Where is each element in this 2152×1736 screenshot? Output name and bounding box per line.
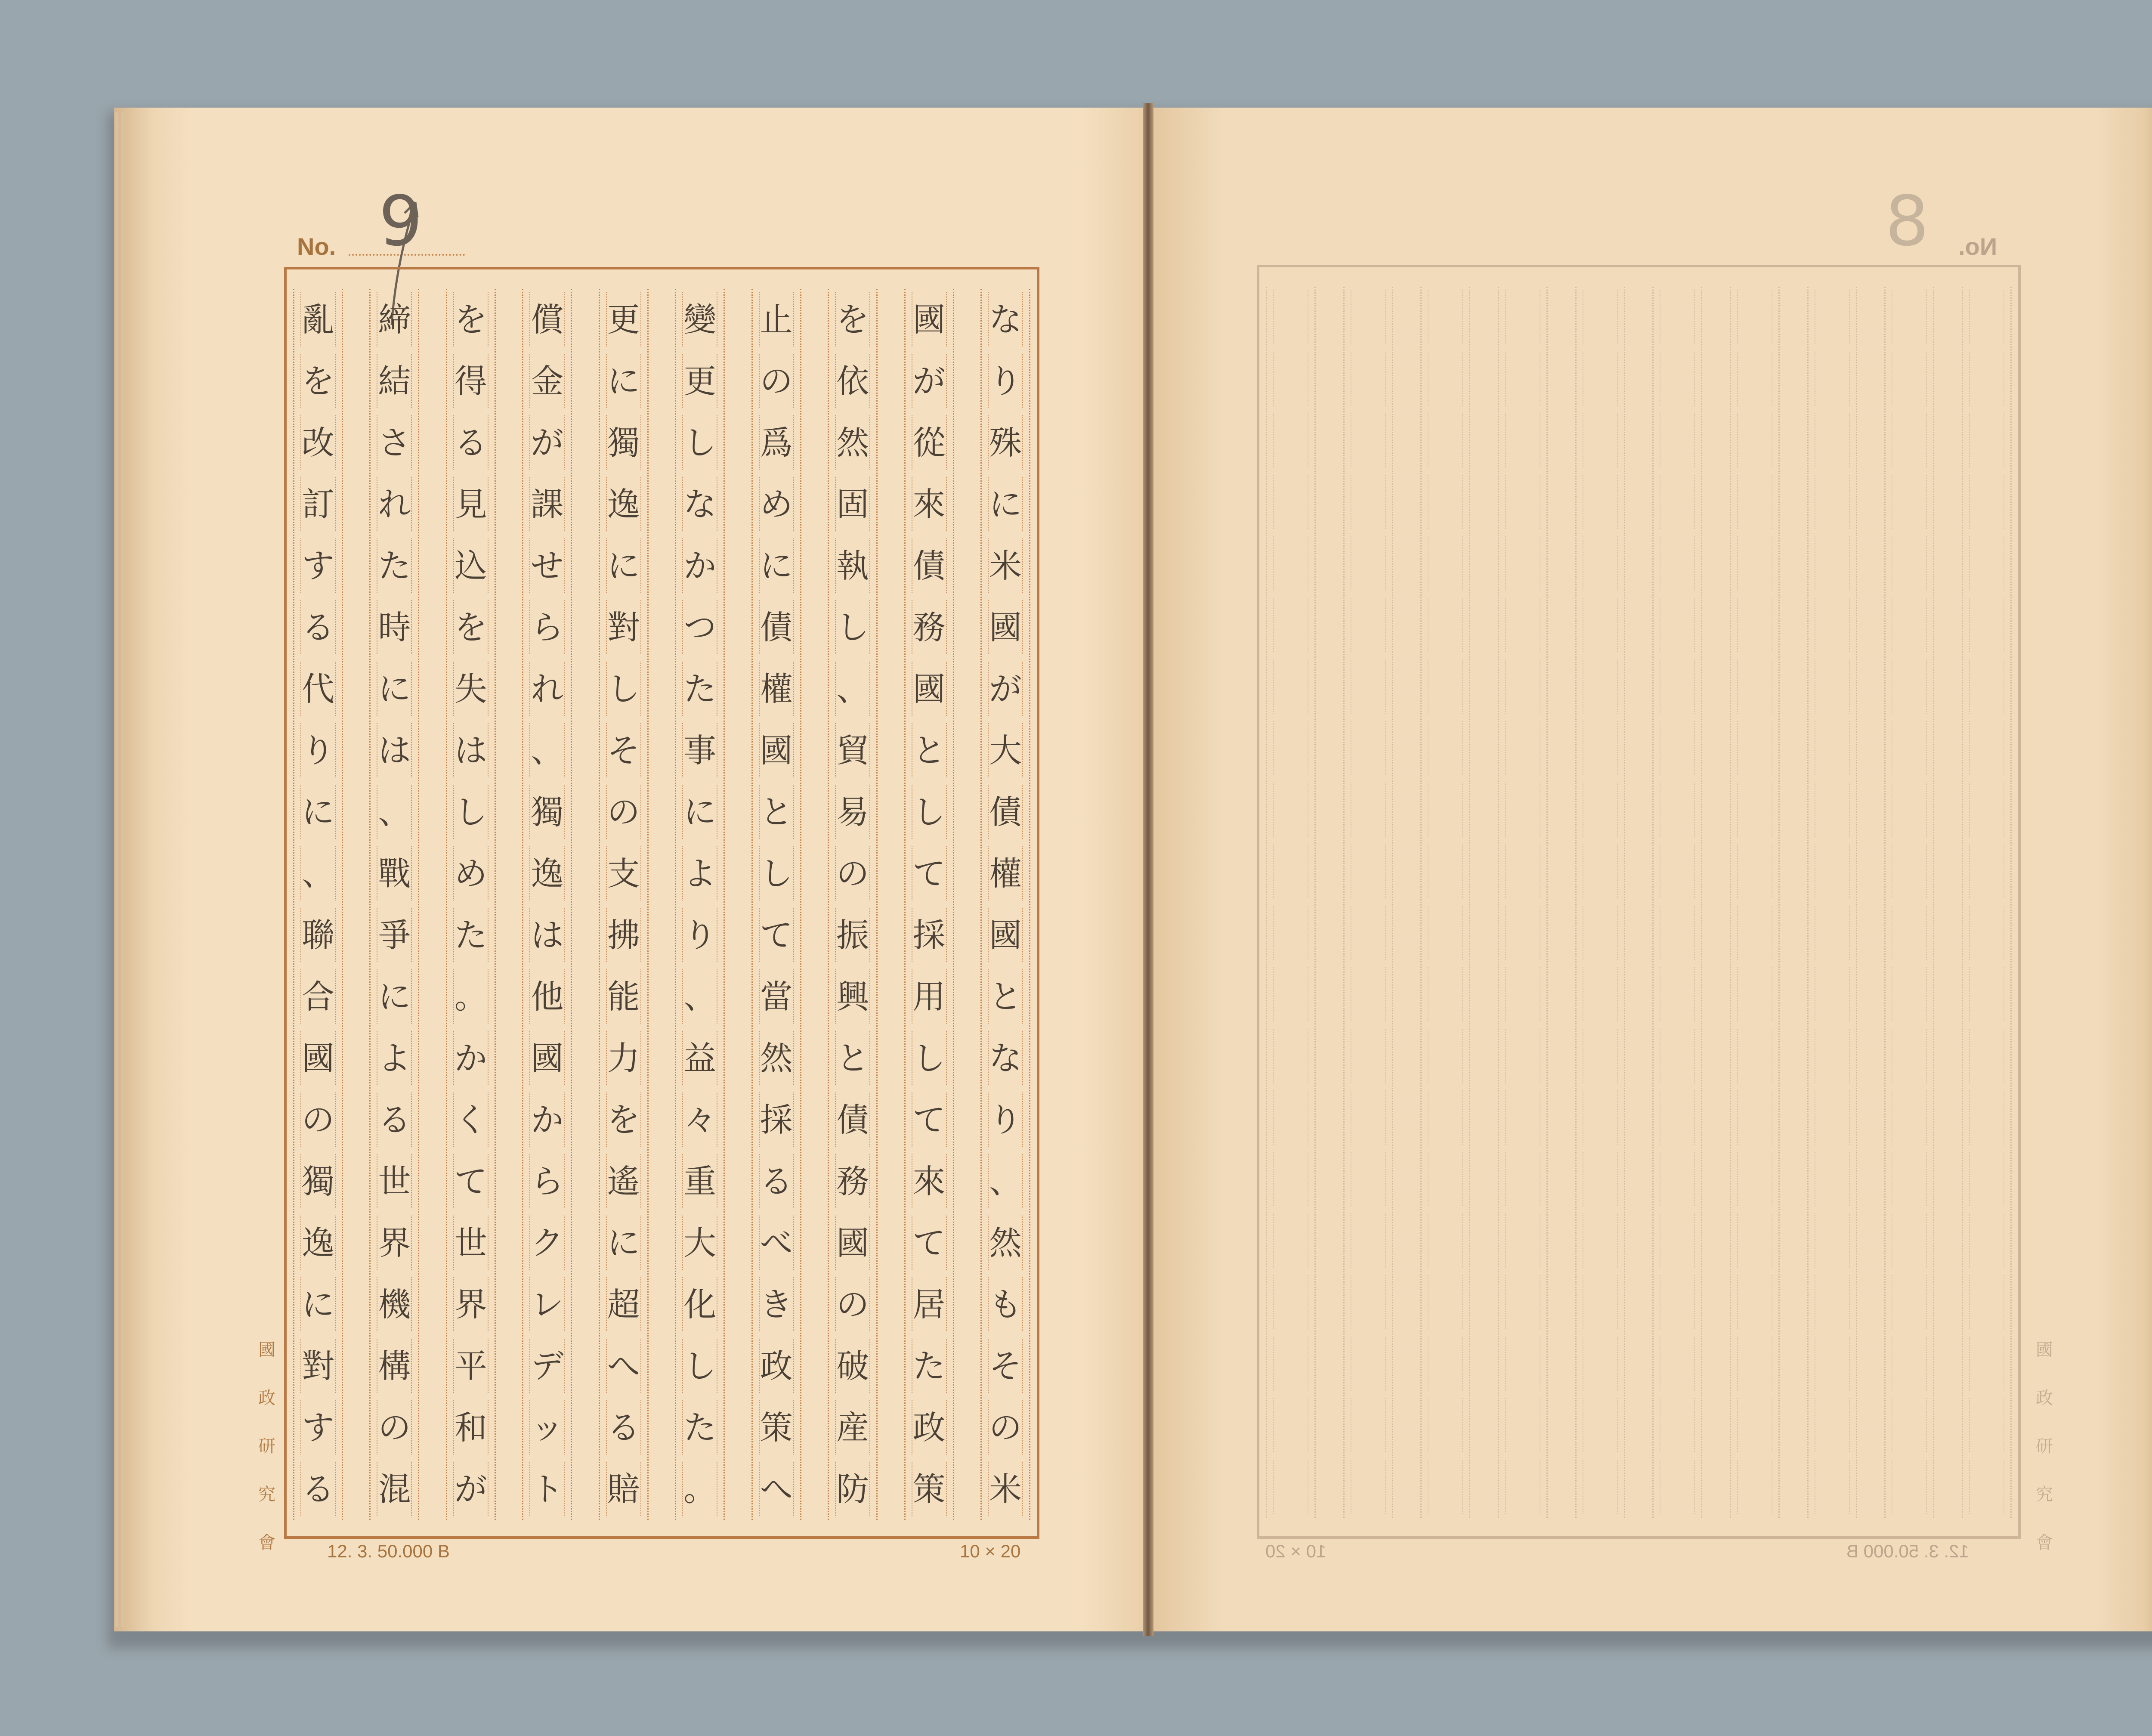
manuscript-char: と (836, 1039, 869, 1077)
manuscript-char: し (607, 670, 640, 708)
manuscript-char: る (302, 1470, 334, 1508)
manuscript-char: 他 (531, 978, 564, 1016)
manuscript-char: に (302, 1285, 334, 1324)
manuscript-char: と (912, 731, 946, 770)
manuscript-char: 興 (836, 978, 869, 1016)
manuscript-char: 破 (836, 1347, 869, 1385)
manuscript-char: よ (378, 1039, 411, 1077)
manuscript-char: 國 (989, 608, 1022, 647)
manuscript-char: を (302, 362, 334, 400)
manuscript-char: 然 (760, 1039, 793, 1077)
manuscript-char: り (683, 916, 717, 954)
manuscript-char: レ (531, 1285, 564, 1324)
manuscript-char: 得 (454, 362, 487, 400)
manuscript-char: に (760, 547, 793, 585)
manuscript-line (1420, 287, 1470, 1518)
manuscript-char: の (607, 793, 640, 831)
manuscript-char: 務 (912, 608, 946, 647)
manuscript-char: き (760, 1285, 793, 1324)
manuscript-char: せ (531, 547, 564, 585)
manuscript-char: 償 (531, 300, 564, 339)
handwritten-page-number-ghost: 8 (1885, 181, 1929, 261)
manuscript-char: 界 (378, 1224, 411, 1262)
manuscript-char: 、 (531, 731, 564, 770)
manuscript-char: る (607, 1408, 640, 1447)
publisher-char: 會 (2036, 1533, 2053, 1553)
page-edge (121, 112, 124, 1627)
manuscript-char: 居 (912, 1285, 946, 1324)
manuscript-char: る (378, 1101, 411, 1139)
manuscript-char: 世 (378, 1162, 411, 1201)
manuscript-char: 國 (302, 1039, 334, 1077)
manuscript-char: 締 (378, 300, 411, 339)
manuscript-char: 用 (912, 978, 946, 1016)
manuscript-char: に (683, 793, 717, 831)
manuscript-char: 易 (836, 793, 869, 831)
manuscript-char: 務 (836, 1162, 869, 1201)
page-number-label-ghost: No. (1958, 233, 1997, 260)
manuscript-char: 策 (912, 1470, 946, 1508)
manuscript-char: 。 (683, 1470, 717, 1508)
publisher-char: 政 (258, 1388, 275, 1408)
manuscript-char: ッ (531, 1408, 564, 1447)
manuscript-char: し (760, 854, 793, 893)
manuscript-char: て (760, 916, 793, 954)
manuscript-char: 、 (989, 1162, 1022, 1201)
manuscript-char: か (531, 1101, 564, 1139)
manuscript-char: た (378, 547, 411, 585)
manuscript-char: 依 (836, 362, 869, 400)
publisher-char: 會 (258, 1533, 275, 1553)
manuscript-char: 々 (683, 1101, 717, 1139)
manuscript-char: 金 (531, 362, 564, 400)
manuscript-char: 對 (302, 1347, 334, 1385)
manuscript-char: 戰 (378, 854, 411, 893)
manuscript-char: 平 (454, 1347, 487, 1385)
manuscript-char: 逸 (531, 854, 564, 893)
manuscript-char: 構 (378, 1347, 411, 1385)
book-spine (1143, 103, 1153, 1636)
manuscript-line (980, 289, 1030, 1520)
manuscript-char: が (531, 424, 564, 462)
publisher-mark-ghost (2031, 1326, 2057, 1567)
manuscript-char: な (989, 300, 1022, 339)
manuscript-char: そ (989, 1347, 1022, 1385)
manuscript-char: 訂 (302, 485, 334, 523)
manuscript-char: し (912, 1039, 946, 1077)
manuscript-char: よ (683, 854, 717, 893)
manuscript-char: 採 (912, 916, 946, 954)
manuscript-char: の (378, 1408, 411, 1447)
manuscript-char: り (302, 731, 334, 770)
manuscript-char: 込 (454, 547, 487, 585)
manuscript-char: 債 (760, 608, 793, 647)
manuscript-char: し (683, 1347, 717, 1385)
manuscript-char: れ (531, 670, 564, 708)
manuscript-grid (284, 267, 1039, 1539)
manuscript-char: へ (607, 1347, 640, 1385)
manuscript-line (751, 289, 801, 1520)
manuscript-line (1575, 287, 1625, 1518)
manuscript-char: に (378, 978, 411, 1016)
manuscript-char: 超 (607, 1285, 640, 1324)
manuscript-char: 力 (607, 1039, 640, 1077)
manuscript-char: 課 (531, 485, 564, 523)
manuscript-char: べ (760, 1224, 793, 1262)
manuscript-char: 國 (760, 731, 793, 770)
manuscript-char: 事 (683, 731, 717, 770)
manuscript-char: 大 (683, 1224, 717, 1262)
publisher-char: 究 (258, 1485, 275, 1504)
publisher-char: 國 (2036, 1340, 2053, 1360)
manuscript-char: に (607, 547, 640, 585)
manuscript-char: た (683, 670, 717, 708)
manuscript-char: す (302, 547, 334, 585)
manuscript-char: か (454, 1039, 487, 1077)
manuscript-char: 債 (836, 1101, 869, 1139)
manuscript-char: し (454, 793, 487, 831)
manuscript-line (1730, 287, 1780, 1518)
manuscript-char: 機 (378, 1285, 411, 1324)
manuscript-char: 、 (836, 670, 869, 708)
manuscript-char: 權 (760, 670, 793, 708)
publisher-mark (254, 1326, 280, 1567)
manuscript-char: 爭 (378, 916, 411, 954)
manuscript-char: に (607, 362, 640, 400)
manuscript-char: 拂 (607, 916, 640, 954)
manuscript-char: に (302, 793, 334, 831)
manuscript-line (1962, 287, 2012, 1518)
manuscript-char: て (454, 1162, 487, 1201)
manuscript-char: 結 (378, 362, 411, 400)
manuscript-char: し (912, 793, 946, 831)
publisher-char: 研 (258, 1436, 275, 1456)
manuscript-char: そ (607, 731, 640, 770)
manuscript-char: さ (378, 424, 411, 462)
manuscript-char: が (989, 670, 1022, 708)
manuscript-char: 執 (836, 547, 869, 585)
manuscript-char: の (836, 854, 869, 893)
publisher-char: 研 (2036, 1436, 2053, 1456)
manuscript-line (369, 289, 419, 1520)
manuscript-char: の (302, 1101, 334, 1139)
manuscript-char: 更 (683, 362, 717, 400)
manuscript-char: 逸 (607, 485, 640, 523)
manuscript-char: 世 (454, 1224, 487, 1262)
manuscript-char: し (683, 424, 717, 462)
manuscript-char: 、 (683, 978, 717, 1016)
manuscript-grid-ghost (1257, 265, 2021, 1539)
manuscript-char: 米 (989, 1470, 1022, 1508)
manuscript-char: 米 (989, 547, 1022, 585)
footer-grid-size: 10 × 20 (960, 1541, 1021, 1561)
manuscript-line (1498, 287, 1548, 1518)
manuscript-char: 爲 (760, 424, 793, 462)
manuscript-char: め (760, 485, 793, 523)
manuscript-char: 見 (454, 485, 487, 523)
manuscript-char: 化 (683, 1285, 717, 1324)
footer-grid-size-ghost: 10 × 20 (1265, 1541, 1326, 1561)
manuscript-char: 逸 (302, 1224, 334, 1262)
manuscript-char: す (302, 1408, 334, 1447)
manuscript-char: 和 (454, 1408, 487, 1447)
page-number-label: No. (297, 233, 336, 260)
manuscript-char: に (607, 1224, 640, 1262)
manuscript-char: 來 (912, 485, 946, 523)
manuscript-line (1652, 287, 1702, 1518)
manuscript-char: を (454, 300, 487, 339)
manuscript-line (293, 289, 343, 1520)
manuscript-char: り (989, 1101, 1022, 1139)
manuscript-char: 當 (760, 978, 793, 1016)
manuscript-char: の (836, 1285, 869, 1324)
manuscript-char: に (378, 670, 411, 708)
manuscript-char: 採 (760, 1101, 793, 1139)
manuscript-char: 失 (454, 670, 487, 708)
manuscript-char: 代 (302, 670, 334, 708)
manuscript-char: 界 (454, 1285, 487, 1324)
manuscript-char: 貿 (836, 731, 869, 770)
manuscript-char: 債 (989, 793, 1022, 831)
manuscript-char: つ (683, 608, 717, 647)
manuscript-char: も (989, 1285, 1022, 1324)
manuscript-char: を (607, 1101, 640, 1139)
publisher-char: 國 (258, 1340, 275, 1360)
manuscript-char: へ (760, 1470, 793, 1508)
manuscript-char: を (836, 300, 869, 339)
manuscript-char: 産 (836, 1408, 869, 1447)
manuscript-char: 策 (760, 1408, 793, 1447)
manuscript-char: 止 (760, 300, 793, 339)
manuscript-char: が (912, 362, 946, 400)
publisher-char: 政 (2036, 1388, 2053, 1408)
manuscript-line (522, 289, 572, 1520)
manuscript-char: は (378, 731, 411, 770)
manuscript-char: れ (378, 485, 411, 523)
manuscript-char: 固 (836, 485, 869, 523)
manuscript-char: 國 (912, 300, 946, 339)
manuscript-char: て (912, 1224, 946, 1262)
manuscript-line (1807, 287, 1857, 1518)
manuscript-char: 時 (378, 608, 411, 647)
manuscript-char: の (989, 1408, 1022, 1447)
manuscript-char: 合 (302, 978, 334, 1016)
manuscript-char: 遙 (607, 1162, 640, 1201)
manuscript-char: 改 (302, 424, 334, 462)
manuscript-char: 國 (989, 916, 1022, 954)
manuscript-char: 來 (912, 1162, 946, 1201)
manuscript-char: 殊 (989, 424, 1022, 462)
handwritten-page-number: 9 (379, 181, 423, 261)
manuscript-char: 然 (836, 424, 869, 462)
manuscript-char: 、 (378, 793, 411, 831)
manuscript-char: デ (531, 1347, 564, 1385)
manuscript-char: ら (531, 1162, 564, 1201)
footer-print-code: 12. 3. 50.000 B (327, 1541, 450, 1561)
manuscript-char: 國 (531, 1039, 564, 1077)
manuscript-line (675, 289, 725, 1520)
manuscript-char: 政 (760, 1347, 793, 1385)
manuscript-char: 防 (836, 1470, 869, 1508)
manuscript-char: 聯 (302, 916, 334, 954)
manuscript-char: る (760, 1162, 793, 1201)
manuscript-char: ク (531, 1224, 564, 1262)
page-edge (115, 112, 118, 1627)
manuscript-line (828, 289, 878, 1520)
manuscript-char: を (454, 608, 487, 647)
manuscript-char: 政 (912, 1408, 946, 1447)
manuscript-line (1266, 287, 1316, 1518)
manuscript-char: は (454, 731, 487, 770)
manuscript-char: 益 (683, 1039, 717, 1077)
manuscript-char: 權 (989, 854, 1022, 893)
manuscript-char: と (760, 793, 793, 831)
manuscript-char: 更 (607, 300, 640, 339)
manuscript-line (446, 289, 496, 1520)
manuscript-char: 大 (989, 731, 1022, 770)
manuscript-char: 從 (912, 424, 946, 462)
manuscript-char: は (531, 916, 564, 954)
manuscript-char: 債 (912, 547, 946, 585)
manuscript-char: め (454, 854, 487, 893)
publisher-char: 究 (2036, 1485, 2053, 1504)
manuscript-char: の (760, 362, 793, 400)
manuscript-char: な (683, 485, 717, 523)
manuscript-char: 獨 (607, 424, 640, 462)
manuscript-char: に (989, 485, 1022, 523)
manuscript-char: 混 (378, 1470, 411, 1508)
manuscript-char: 支 (607, 854, 640, 893)
manuscript-char: 獨 (302, 1162, 334, 1201)
manuscript-char: 國 (836, 1224, 869, 1262)
manuscript-char: た (454, 916, 487, 954)
manuscript-char: と (989, 978, 1022, 1016)
manuscript-char: 、 (302, 854, 334, 893)
manuscript-char: が (454, 1470, 487, 1508)
manuscript-char: 。 (454, 978, 487, 1016)
manuscript-line (599, 289, 649, 1520)
manuscript-char: る (454, 424, 487, 462)
manuscript-char: て (912, 1101, 946, 1139)
manuscript-char: か (683, 547, 717, 585)
manuscript-char: 振 (836, 916, 869, 954)
manuscript-char: る (302, 608, 334, 647)
manuscript-char: な (989, 1039, 1022, 1077)
manuscript-char: 賠 (607, 1470, 640, 1508)
manuscript-char: 能 (607, 978, 640, 1016)
manuscript-char: た (912, 1347, 946, 1385)
manuscript-char: 重 (683, 1162, 717, 1201)
manuscript-char: 變 (683, 300, 717, 339)
manuscript-char: 獨 (531, 793, 564, 831)
manuscript-char: 對 (607, 608, 640, 647)
manuscript-line (1884, 287, 1934, 1518)
footer-print-code-ghost: 12. 3. 50.000 B (1846, 1541, 1969, 1561)
manuscript-char: 亂 (302, 300, 334, 339)
manuscript-char: た (683, 1408, 717, 1447)
manuscript-char: 國 (912, 670, 946, 708)
manuscript-line (1343, 287, 1393, 1518)
manuscript-char: ト (531, 1470, 564, 1508)
manuscript-char: し (836, 608, 869, 647)
manuscript-char: 然 (989, 1224, 1022, 1262)
manuscript-line (904, 289, 954, 1520)
manuscript-char: て (912, 854, 946, 893)
manuscript-char: ら (531, 608, 564, 647)
manuscript-char: り (989, 362, 1022, 400)
manuscript-char: く (454, 1101, 487, 1139)
